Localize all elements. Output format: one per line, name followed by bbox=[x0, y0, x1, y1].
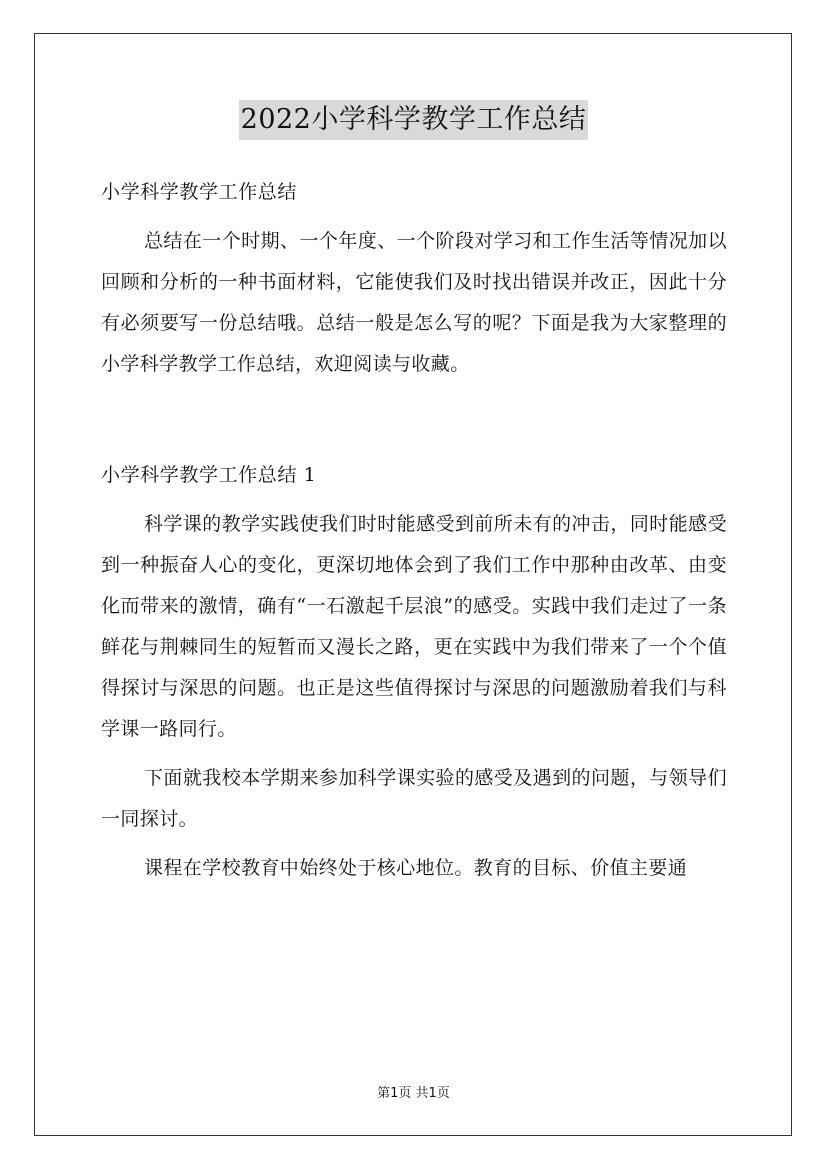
page-footer: 第1页 共1页 bbox=[377, 1086, 450, 1101]
spacer bbox=[101, 496, 727, 504]
title-container bbox=[0, 100, 827, 140]
intro-paragraph: 总结在一个时期、一个年度、一个阶段对学习和工作生活等情况加以回顾和分析的一种书面材料，它能使我们及时找出错误并改正，因此十分有必须要写一份总结哦。总结一般是怎么写的呢？下面是我为大家整理的小学科学教学工作总结，欢迎阅读与收藏。 bbox=[101, 230, 727, 375]
spacer bbox=[101, 840, 727, 848]
body-paragraph: 科学课的教学实践使我们时时能感受到前所未有的冲击，同时能感受到一种振奋人心的变化，更深切地体会到了我们工作中那种由改革、由变化而带来的激情，确有“一石激起千层浪”的感受。实践中我们走过了一条鲜花与荆棘同生的短暂而又漫长之路，更在实践中为我们带来了一个个值得探讨与深思的问题。也正是这些值得探讨与深思的问题激励着我们与科学课一路同行。 bbox=[101, 513, 727, 740]
body-paragraph: 课程在学校教育中始终处于核心地位。教育的目标、价值主要通 bbox=[144, 857, 688, 879]
section-heading: 小学科学教学工作总结 1 bbox=[101, 464, 317, 486]
spacer bbox=[101, 385, 727, 455]
body-paragraph: 下面就我校本学期来参加科学课实验的感受及遇到的问题，与领导们一同探讨。 bbox=[101, 767, 727, 830]
document-title: 2022小学科学教学工作总结 bbox=[239, 100, 589, 140]
document-body bbox=[101, 172, 727, 889]
intro-heading: 小学科学教学工作总结 bbox=[101, 181, 298, 203]
spacer bbox=[101, 750, 727, 758]
spacer bbox=[101, 213, 727, 221]
